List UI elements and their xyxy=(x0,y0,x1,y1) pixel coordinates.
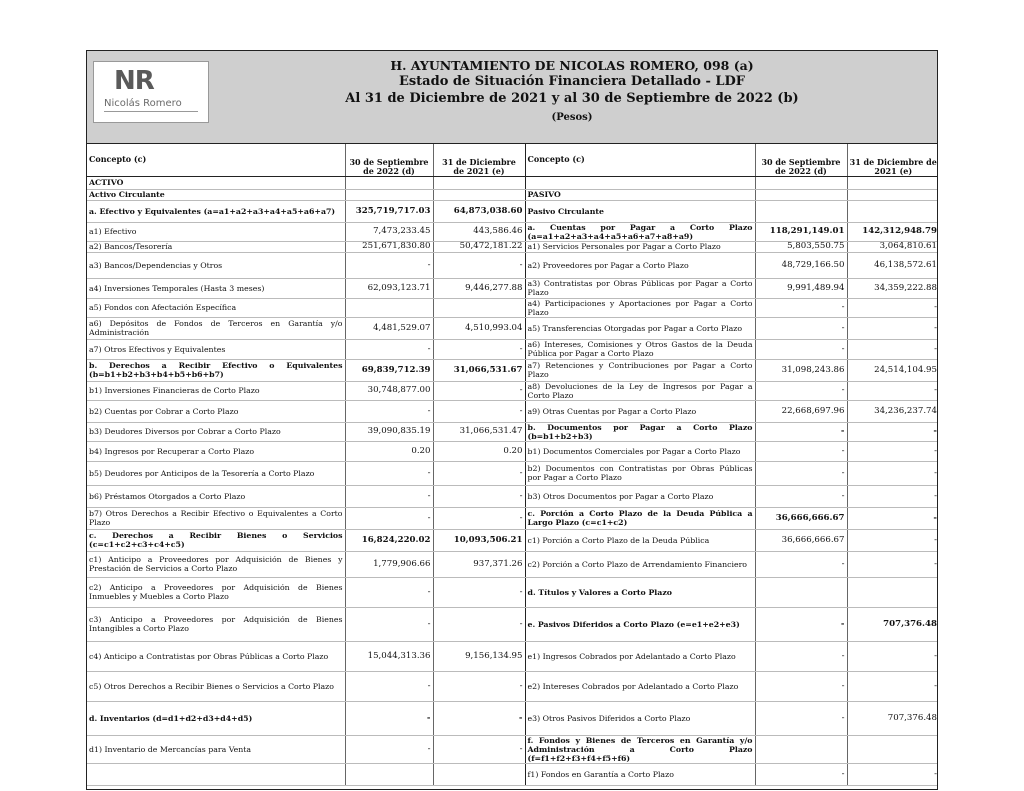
liability-concept-cell: a. Cuentas por Pagar a Corto Plazo (a=a1+a2+a3+a4+a5+a6+a7+a8+a9) xyxy=(525,222,755,241)
liability-2022-value-cell: - xyxy=(755,381,847,400)
table-row xyxy=(87,359,938,381)
liability-concept-cell: b2) Documentos con Contratistas por Obras Públicas por Pagar a Corto Plazo xyxy=(525,461,755,485)
liability-concept-cell: a7) Retenciones y Contribuciones por Pagar a Corto Plazo xyxy=(525,359,755,381)
liability-concept-cell: a8) Devoluciones de la Ley de Ingresos por Pagar a Corto Plazo xyxy=(525,381,755,400)
asset-2022-value-cell xyxy=(345,298,433,317)
liability-concept-cell: e2) Intereses Cobrados por Adelantado a Corto Plazo xyxy=(525,671,755,701)
liability-2022-value-cell: - xyxy=(755,317,847,339)
liability-2021-value-cell: - xyxy=(847,671,938,701)
asset-concept-cell: ACTIVO xyxy=(87,176,345,189)
column-header-row xyxy=(87,144,938,176)
asset-2022-value-cell: 15,044,313.36 xyxy=(345,641,433,671)
asset-concept-cell xyxy=(87,763,345,785)
table-row xyxy=(87,298,938,317)
liability-concept-cell: c2) Porción a Corto Plazo de Arrendamiento Financiero xyxy=(525,551,755,577)
asset-2021-value-cell xyxy=(433,176,525,189)
liability-2022-value-cell: 5,803,550.75 xyxy=(755,241,847,252)
financial-statement-sheet xyxy=(86,50,938,790)
asset-2022-value-cell: - xyxy=(345,339,433,359)
liability-2021-value-cell: 3,064,810.61 xyxy=(847,241,938,252)
asset-2022-value-cell: - xyxy=(345,701,433,735)
column-header-concept-liabilities: Concepto (c) xyxy=(525,144,755,176)
asset-2021-value-cell: 31,066,531.47 xyxy=(433,422,525,441)
asset-2022-value-cell: 69,839,712.39 xyxy=(345,359,433,381)
liability-concept-cell: d. Títulos y Valores a Corto Plazo xyxy=(525,577,755,607)
balance-table xyxy=(87,144,938,786)
logo-underline xyxy=(104,111,198,112)
table-row xyxy=(87,400,938,422)
asset-2022-value-cell: 62,093,123.71 xyxy=(345,278,433,298)
liability-concept-cell: f. Fondos y Bienes de Terceros en Garantía y/o Administración a Corto Plazo (f=f1+f2+f3+f4+f5+f6) xyxy=(525,735,755,763)
asset-concept-cell: b4) Ingresos por Recuperar a Corto Plazo xyxy=(87,441,345,461)
table-row xyxy=(87,671,938,701)
liability-2021-value-cell: - xyxy=(847,422,938,441)
liability-2022-value-cell: 22,668,697.96 xyxy=(755,400,847,422)
liability-2021-value-cell: 24,514,104.95 xyxy=(847,359,938,381)
liability-2022-value-cell: 48,729,166.50 xyxy=(755,252,847,278)
liability-2021-value-cell: - xyxy=(847,317,938,339)
asset-2021-value-cell: - xyxy=(433,577,525,607)
logo-name: Nicolás Romero xyxy=(104,98,182,109)
liability-2021-value-cell: - xyxy=(847,381,938,400)
asset-2022-value-cell: 7,473,233.45 xyxy=(345,222,433,241)
table-row xyxy=(87,381,938,400)
table-row xyxy=(87,551,938,577)
table-row xyxy=(87,507,938,529)
liability-2022-value-cell xyxy=(755,735,847,763)
asset-concept-cell: d. Inventarios (d=d1+d2+d3+d4+d5) xyxy=(87,701,345,735)
entity-name: H. AYUNTAMIENTO DE NICOLAS ROMERO, 098 (a) xyxy=(390,58,754,73)
asset-2021-value-cell: - xyxy=(433,400,525,422)
asset-concept-cell: a2) Bancos/Tesorería xyxy=(87,241,345,252)
liability-2022-value-cell: - xyxy=(755,701,847,735)
liability-concept-cell: e. Pasivos Diferidos a Corto Plazo (e=e1+e2+e3) xyxy=(525,607,755,641)
asset-2022-value-cell: - xyxy=(345,507,433,529)
asset-2021-value-cell: 10,093,506.21 xyxy=(433,529,525,551)
liability-concept-cell: a3) Contratistas por Obras Públicas por Pagar a Corto Plazo xyxy=(525,278,755,298)
asset-concept-cell: c. Derechos a Recibir Bienes o Servicios (c=c1+c2+c3+c4+c5) xyxy=(87,529,345,551)
liability-concept-cell: e1) Ingresos Cobrados por Adelantado a Corto Plazo xyxy=(525,641,755,671)
asset-concept-cell: b3) Deudores Diversos por Cobrar a Corto Plazo xyxy=(87,422,345,441)
liability-2021-value-cell xyxy=(847,577,938,607)
asset-concept-cell: b5) Deudores por Anticipos de la Tesorería a Corto Plazo xyxy=(87,461,345,485)
asset-2022-value-cell: - xyxy=(345,252,433,278)
table-row xyxy=(87,735,938,763)
liability-concept-cell: f1) Fondos en Garantía a Corto Plazo xyxy=(525,763,755,785)
liability-2022-value-cell xyxy=(755,577,847,607)
liability-2021-value-cell: - xyxy=(847,763,938,785)
liability-2022-value-cell xyxy=(755,176,847,189)
liability-2021-value-cell xyxy=(847,735,938,763)
statement-period: Al 31 de Diciembre de 2021 y al 30 de Septiembre de 2022 (b) xyxy=(345,91,799,106)
asset-2022-value-cell: 251,671,830.80 xyxy=(345,241,433,252)
asset-2022-value-cell: 39,090,835.19 xyxy=(345,422,433,441)
table-row xyxy=(87,529,938,551)
column-header-2021-liabilities: 31 de Diciembre de 2021 (e) xyxy=(847,144,938,176)
asset-2022-value-cell: - xyxy=(345,577,433,607)
asset-concept-cell: c3) Anticipo a Proveedores por Adquisición de Bienes Intangibles a Corto Plazo xyxy=(87,607,345,641)
asset-concept-cell: a3) Bancos/Dependencias y Otros xyxy=(87,252,345,278)
asset-concept-cell: d1) Inventario de Mercancías para Venta xyxy=(87,735,345,763)
table-row xyxy=(87,176,938,189)
liability-2022-value-cell: 36,666,666.67 xyxy=(755,529,847,551)
asset-concept-cell: b1) Inversiones Financieras de Corto Plazo xyxy=(87,381,345,400)
asset-2022-value-cell: 0.20 xyxy=(345,441,433,461)
table-row xyxy=(87,189,938,200)
asset-concept-cell: b. Derechos a Recibir Efectivo o Equivalentes (b=b1+b2+b3+b4+b5+b6+b7) xyxy=(87,359,345,381)
column-header-2022-liabilities: 30 de Septiembre de 2022 (d) xyxy=(755,144,847,176)
liability-2022-value-cell: 31,098,243.86 xyxy=(755,359,847,381)
liability-2021-value-cell xyxy=(847,176,938,189)
asset-2021-value-cell: - xyxy=(433,485,525,507)
liability-2021-value-cell: - xyxy=(847,339,938,359)
asset-2022-value-cell xyxy=(345,763,433,785)
asset-concept-cell: a5) Fondos con Afectación Específica xyxy=(87,298,345,317)
table-row xyxy=(87,641,938,671)
asset-2021-value-cell: - xyxy=(433,507,525,529)
liability-2021-value-cell: 34,359,222.88 xyxy=(847,278,938,298)
liability-2021-value-cell: - xyxy=(847,441,938,461)
liability-2022-value-cell: - xyxy=(755,641,847,671)
asset-concept-cell: b7) Otros Derechos a Recibir Efectivo o Equivalentes a Corto Plazo xyxy=(87,507,345,529)
column-header-2021-assets: 31 de Diciembre de 2021 (e) xyxy=(433,144,525,176)
table-row xyxy=(87,252,938,278)
liability-concept-cell: b1) Documentos Comerciales por Pagar a Corto Plazo xyxy=(525,441,755,461)
asset-2021-value-cell: - xyxy=(433,607,525,641)
liability-2021-value-cell: 142,312,948.79 xyxy=(847,222,938,241)
table-row xyxy=(87,422,938,441)
liability-2021-value-cell: - xyxy=(847,529,938,551)
table-row xyxy=(87,441,938,461)
liability-2021-value-cell: - xyxy=(847,461,938,485)
liability-2021-value-cell: - xyxy=(847,298,938,317)
statement-title: Estado de Situación Financiera Detallado - LDF xyxy=(398,74,746,89)
liability-2022-value-cell: - xyxy=(755,671,847,701)
liability-2021-value-cell: - xyxy=(847,551,938,577)
liability-2022-value-cell: - xyxy=(755,422,847,441)
liability-concept-cell: e3) Otros Pasivos Diferidos a Corto Plazo xyxy=(525,701,755,735)
liability-concept-cell: a1) Servicios Personales por Pagar a Corto Plazo xyxy=(525,241,755,252)
liability-concept-cell: a6) Intereses, Comisiones y Otros Gastos de la Deuda Pública por Pagar a Corto Plazo xyxy=(525,339,755,359)
liability-2021-value-cell: 707,376.48 xyxy=(847,607,938,641)
asset-2021-value-cell xyxy=(433,298,525,317)
asset-2021-value-cell: - xyxy=(433,671,525,701)
asset-concept-cell: a7) Otros Efectivos y Equivalentes xyxy=(87,339,345,359)
liability-2022-value-cell: 36,666,666.67 xyxy=(755,507,847,529)
liability-2022-value-cell: - xyxy=(755,339,847,359)
table-row xyxy=(87,461,938,485)
asset-2021-value-cell: 9,446,277.88 xyxy=(433,278,525,298)
asset-concept-cell: b2) Cuentas por Cobrar a Corto Plazo xyxy=(87,400,345,422)
asset-2022-value-cell: 4,481,529.07 xyxy=(345,317,433,339)
asset-concept-cell: a6) Depósitos de Fondos de Terceros en Garantía y/o Administración xyxy=(87,317,345,339)
table-row xyxy=(87,607,938,641)
liability-2022-value-cell: - xyxy=(755,485,847,507)
statement-units: (Pesos) xyxy=(551,112,593,123)
liability-2021-value-cell: 707,376.48 xyxy=(847,701,938,735)
table-row xyxy=(87,577,938,607)
liability-concept-cell: c1) Porción a Corto Plazo de la Deuda Pública xyxy=(525,529,755,551)
liability-2022-value-cell: - xyxy=(755,298,847,317)
asset-2021-value-cell: - xyxy=(433,735,525,763)
asset-2022-value-cell: 1,779,906.66 xyxy=(345,551,433,577)
table-row xyxy=(87,278,938,298)
asset-2022-value-cell: - xyxy=(345,671,433,701)
asset-concept-cell: a4) Inversiones Temporales (Hasta 3 meses) xyxy=(87,278,345,298)
asset-2022-value-cell: 30,748,877.00 xyxy=(345,381,433,400)
asset-2021-value-cell: - xyxy=(433,252,525,278)
asset-2021-value-cell: 9,156,134.95 xyxy=(433,641,525,671)
table-row xyxy=(87,339,938,359)
asset-2021-value-cell xyxy=(433,189,525,200)
asset-2021-value-cell: 443,586.46 xyxy=(433,222,525,241)
asset-2021-value-cell: 4,510,993.04 xyxy=(433,317,525,339)
asset-concept-cell: c4) Anticipo a Contratistas por Obras Públicas a Corto Plazo xyxy=(87,641,345,671)
asset-2021-value-cell: - xyxy=(433,339,525,359)
liability-2022-value-cell: - xyxy=(755,441,847,461)
asset-concept-cell: c2) Anticipo a Proveedores por Adquisición de Bienes Inmuebles y Muebles a Corto Plazo xyxy=(87,577,345,607)
asset-2022-value-cell: - xyxy=(345,461,433,485)
asset-2022-value-cell xyxy=(345,189,433,200)
asset-2021-value-cell: - xyxy=(433,461,525,485)
liability-2022-value-cell xyxy=(755,189,847,200)
asset-2021-value-cell: 31,066,531.67 xyxy=(433,359,525,381)
asset-2021-value-cell xyxy=(433,763,525,785)
asset-2021-value-cell: 0.20 xyxy=(433,441,525,461)
liability-concept-cell: PASIVO xyxy=(525,189,755,200)
liability-2021-value-cell: - xyxy=(847,641,938,671)
asset-2022-value-cell: - xyxy=(345,485,433,507)
table-row xyxy=(87,485,938,507)
asset-2021-value-cell: - xyxy=(433,701,525,735)
asset-2021-value-cell: 937,371.26 xyxy=(433,551,525,577)
liability-concept-cell: a5) Transferencias Otorgadas por Pagar a Corto Plazo xyxy=(525,317,755,339)
table-row xyxy=(87,701,938,735)
asset-2022-value-cell: - xyxy=(345,400,433,422)
liability-2022-value-cell: - xyxy=(755,607,847,641)
liability-concept-cell xyxy=(525,176,755,189)
asset-2021-value-cell: - xyxy=(433,381,525,400)
liability-concept-cell: a9) Otras Cuentas por Pagar a Corto Plazo xyxy=(525,400,755,422)
liability-concept-cell: a2) Proveedores por Pagar a Corto Plazo xyxy=(525,252,755,278)
asset-concept-cell: Activo Circulante xyxy=(87,189,345,200)
asset-2021-value-cell: 64,873,038.60 xyxy=(433,200,525,222)
liability-concept-cell: b3) Otros Documentos por Pagar a Corto Plazo xyxy=(525,485,755,507)
liability-concept-cell: a4) Participaciones y Aportaciones por Pagar a Corto Plazo xyxy=(525,298,755,317)
asset-concept-cell: a1) Efectivo xyxy=(87,222,345,241)
liability-2021-value-cell: 46,138,572.61 xyxy=(847,252,938,278)
liability-2022-value-cell xyxy=(755,200,847,222)
table-row xyxy=(87,222,938,241)
liability-2021-value-cell: 34,236,237.74 xyxy=(847,400,938,422)
liability-2022-value-cell: 118,291,149.01 xyxy=(755,222,847,241)
asset-2022-value-cell xyxy=(345,176,433,189)
asset-concept-cell: a. Efectivo y Equivalentes (a=a1+a2+a3+a4+a5+a6+a7) xyxy=(87,200,345,222)
statement-header xyxy=(87,51,937,144)
liability-concept-cell: b. Documentos por Pagar a Corto Plazo (b=b1+b2+b3) xyxy=(525,422,755,441)
asset-concept-cell: b6) Préstamos Otorgados a Corto Plazo xyxy=(87,485,345,507)
asset-concept-cell: c1) Anticipo a Proveedores por Adquisición de Bienes y Prestación de Servicios a Corto Plazo xyxy=(87,551,345,577)
liability-concept-cell: Pasivo Circulante xyxy=(525,200,755,222)
table-row xyxy=(87,317,938,339)
logo-initials: NR xyxy=(114,66,154,96)
liability-concept-cell: c. Porción a Corto Plazo de la Deuda Pública a Largo Plazo (c=c1+c2) xyxy=(525,507,755,529)
asset-2022-value-cell: 16,824,220.02 xyxy=(345,529,433,551)
liability-2021-value-cell xyxy=(847,200,938,222)
asset-2022-value-cell: - xyxy=(345,735,433,763)
asset-2021-value-cell: 50,472,181.22 xyxy=(433,241,525,252)
liability-2022-value-cell: 9,991,489.94 xyxy=(755,278,847,298)
liability-2022-value-cell: - xyxy=(755,461,847,485)
asset-2022-value-cell: - xyxy=(345,607,433,641)
municipality-logo xyxy=(93,61,209,123)
column-header-concept-assets: Concepto (c) xyxy=(87,144,345,176)
column-header-2022-assets: 30 de Septiembre de 2022 (d) xyxy=(345,144,433,176)
table-row xyxy=(87,241,938,252)
liability-2022-value-cell: - xyxy=(755,763,847,785)
table-row xyxy=(87,763,938,785)
table-row xyxy=(87,200,938,222)
asset-2022-value-cell: 325,719,717.03 xyxy=(345,200,433,222)
liability-2021-value-cell: - xyxy=(847,485,938,507)
asset-concept-cell: c5) Otros Derechos a Recibir Bienes o Servicios a Corto Plazo xyxy=(87,671,345,701)
statement-titles xyxy=(217,57,927,129)
liability-2021-value-cell: - xyxy=(847,507,938,529)
liability-2021-value-cell xyxy=(847,189,938,200)
liability-2022-value-cell: - xyxy=(755,551,847,577)
